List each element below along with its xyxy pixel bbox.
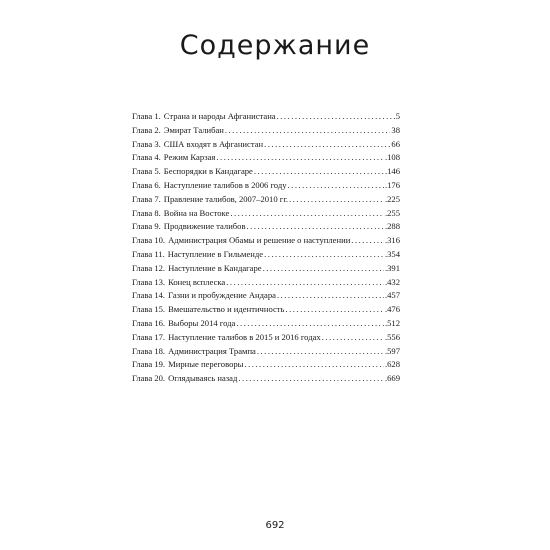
- toc-chapter-number: Глава 2.: [132, 124, 161, 135]
- toc-page-number: .176: [384, 179, 400, 190]
- toc-entry: [132, 317, 400, 331]
- toc-page-number: .669: [384, 373, 400, 384]
- toc-chapter-number: Глава 13.: [132, 276, 166, 287]
- toc-chapter-title: Беспорядки в Кандагаре: [163, 166, 253, 177]
- toc-entry: [132, 276, 400, 290]
- toc-entry: [132, 248, 400, 262]
- toc-chapter-number: Глава 4.: [132, 152, 161, 163]
- toc-chapter-title: Наступление талибов в 2006 году: [163, 179, 287, 190]
- toc-chapter-number: Глава 7.: [132, 193, 161, 204]
- toc-dot-leader: [277, 289, 384, 303]
- toc-entry: [132, 220, 400, 234]
- toc-chapter-number: Глава 16.: [132, 317, 166, 328]
- toc-dot-leader: [225, 124, 391, 138]
- toc-chapter-title: Наступление в Кандагаре: [168, 262, 262, 273]
- toc-page-number: .597: [384, 345, 400, 356]
- toc-entry: [132, 372, 400, 386]
- toc-dot-leader: [264, 248, 384, 262]
- toc-page-number: 66: [391, 138, 400, 149]
- toc-dot-leader: [322, 331, 384, 345]
- toc-page-number: .457: [384, 290, 400, 301]
- toc-page-number: .255: [384, 207, 400, 218]
- toc-chapter-title: Режим Карзая: [163, 152, 216, 163]
- page-number: 692: [265, 520, 285, 531]
- toc-entry: [132, 289, 400, 303]
- toc-page-number: .108: [384, 152, 400, 163]
- toc-entry: [132, 262, 400, 276]
- table-of-contents: [132, 110, 400, 386]
- toc-chapter-number: Глава 8.: [132, 207, 161, 218]
- toc-chapter-title: Война на Востоке: [163, 207, 230, 218]
- toc-chapter-number: Глава 6.: [132, 179, 161, 190]
- toc-page-number: .391: [384, 262, 400, 273]
- toc-chapter-number: Глава 5.: [132, 166, 161, 177]
- toc-chapter-title: Мирные переговоры: [168, 359, 244, 370]
- toc-chapter-number: Глава 20.: [132, 373, 166, 384]
- toc-chapter-title: Страна и народы Афганистана: [163, 111, 276, 121]
- toc-page-number: 38: [391, 124, 400, 135]
- page-title: Содержание: [179, 30, 371, 61]
- toc-chapter-number: Глава 18.: [132, 345, 166, 356]
- toc-page-number: 5: [395, 111, 400, 121]
- toc-page-number: .556: [384, 331, 400, 342]
- toc-chapter-title: Наступление в Гильменде: [167, 248, 264, 259]
- toc-chapter-title: Выборы 2014 года: [168, 317, 236, 328]
- toc-chapter-title: Администрация Обамы и решение о наступлении: [168, 235, 351, 246]
- toc-dot-leader: [216, 151, 384, 165]
- toc-chapter-number: Глава 1.: [132, 111, 161, 121]
- toc-dot-leader: [226, 276, 384, 290]
- toc-dot-leader: [238, 372, 384, 386]
- toc-chapter-title: США входят в Афганистан: [163, 138, 264, 149]
- toc-chapter-title: Оглядываясь назад: [168, 373, 238, 384]
- toc-dot-leader: [244, 358, 384, 372]
- toc-chapter-title: Администрация Трампа: [168, 345, 256, 356]
- toc-entry: [132, 165, 400, 179]
- toc-page-number: .476: [384, 304, 400, 315]
- toc-chapter-title: Конец всплеска: [168, 276, 226, 287]
- toc-chapter-number: Глава 11.: [132, 248, 165, 259]
- toc-page-number: .432: [384, 276, 400, 287]
- toc-dot-leader: [254, 165, 384, 179]
- toc-page-number: .512: [384, 317, 400, 328]
- toc-chapter-title: Правление талибов, 2007–2010 гг.: [163, 193, 289, 204]
- toc-chapter-title: Газни и пробуждение Андара: [168, 290, 276, 301]
- toc-chapter-title: Вмешательство и идентичность: [168, 304, 285, 315]
- toc-chapter-number: Глава 9.: [132, 221, 161, 232]
- toc-chapter-title: Эмират Талибан: [163, 124, 224, 135]
- toc-dot-leader: [236, 317, 384, 331]
- toc-page-number: .225: [384, 193, 400, 204]
- toc-chapter-number: Глава 3.: [132, 138, 161, 149]
- toc-chapter-number: Глава 19.: [132, 359, 166, 370]
- toc-entry: [132, 124, 400, 138]
- toc-page-number: .316: [384, 235, 400, 246]
- toc-entry: [132, 234, 400, 248]
- toc-page-number: .146: [384, 166, 400, 177]
- toc-dot-leader: [285, 303, 383, 317]
- toc-dot-leader: [289, 193, 384, 207]
- toc-dot-leader: [288, 179, 384, 193]
- toc-dot-leader: [257, 345, 384, 359]
- toc-dot-leader: [247, 220, 384, 234]
- toc-page-number: .628: [384, 359, 400, 370]
- toc-chapter-number: Глава 14.: [132, 290, 166, 301]
- toc-entry: [132, 303, 400, 317]
- toc-entry: [132, 358, 400, 372]
- toc-entry: [132, 138, 400, 152]
- toc-chapter-title: Наступление талибов в 2015 и 2016 годах: [168, 331, 321, 342]
- toc-chapter-number: Глава 17.: [132, 331, 166, 342]
- toc-entry: [132, 179, 400, 193]
- toc-entry: [132, 193, 400, 207]
- toc-page-number: .288: [384, 221, 400, 232]
- toc-chapter-number: Глава 10.: [132, 235, 166, 246]
- toc-dot-leader: [264, 138, 390, 152]
- toc-page-number: .354: [384, 248, 400, 259]
- toc-entry: [132, 151, 400, 165]
- toc-dot-leader: [230, 207, 384, 221]
- toc-entry: [132, 110, 400, 124]
- toc-chapter-title: Продвижение талибов: [163, 221, 246, 232]
- toc-chapter-number: Глава 15.: [132, 304, 166, 315]
- toc-dot-leader: [351, 234, 384, 248]
- toc-entry: [132, 345, 400, 359]
- toc-entry: [132, 207, 400, 221]
- toc-entry: [132, 331, 400, 345]
- toc-chapter-number: Глава 12.: [132, 262, 166, 273]
- toc-dot-leader: [277, 110, 395, 124]
- toc-dot-leader: [263, 262, 384, 276]
